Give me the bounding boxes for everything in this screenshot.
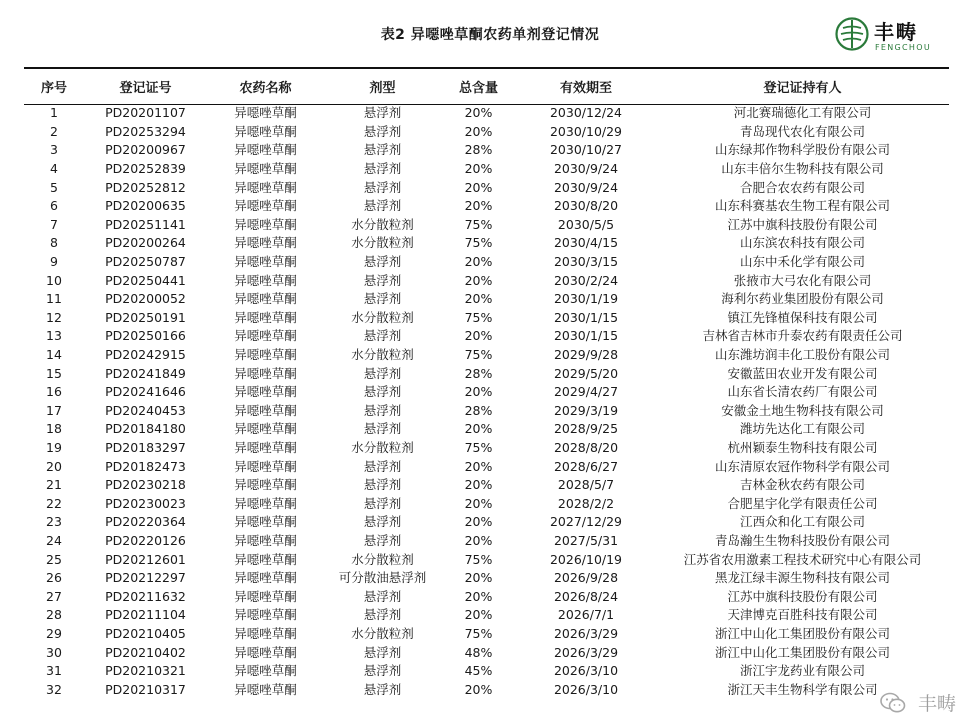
cell-index: 13 [46, 328, 62, 344]
table-row [24, 104, 949, 123]
cell-reg-no: PD20230218 [105, 477, 186, 493]
cell-expiry: 2028/5/7 [557, 477, 615, 493]
cell-reg-no: PD20252839 [105, 161, 186, 177]
cell-pesticide-name: 异噁唑草酮 [234, 291, 297, 307]
cell-index: 21 [46, 477, 62, 493]
cell-content: 20% [464, 477, 493, 493]
cell-reg-no: PD20250166 [105, 328, 186, 344]
cell-reg-no: PD20200052 [105, 291, 186, 307]
cell-expiry: 2027/5/31 [553, 532, 619, 548]
cell-formulation: 悬浮剂 [363, 161, 402, 177]
table-row [24, 234, 949, 253]
cell-index: 7 [50, 216, 58, 232]
cell-index: 28 [46, 607, 62, 623]
cell-content: 75% [464, 235, 493, 251]
cell-reg-no: PD20250787 [105, 254, 186, 270]
cell-content: 28% [464, 142, 493, 158]
table-row [24, 253, 949, 272]
cell-content: 20% [464, 588, 493, 604]
table-row [24, 402, 949, 421]
cell-content: 48% [464, 644, 493, 660]
cell-holder: 山东科赛基农生物工程有限公司 [714, 198, 890, 214]
fengchou-logo-icon [834, 16, 870, 52]
cell-pesticide-name: 异噁唑草酮 [234, 198, 297, 214]
watermark [880, 689, 956, 715]
wechat-icon [880, 692, 906, 714]
col-header-index: 序号 [40, 81, 67, 96]
cell-content: 20% [464, 272, 493, 288]
cell-reg-no: PD20220364 [105, 514, 186, 530]
table-row [24, 625, 949, 644]
cell-formulation: 悬浮剂 [363, 402, 402, 418]
cell-holder: 浙江天丰生物科学有限公司 [727, 681, 878, 697]
cell-content: 28% [464, 365, 493, 381]
cell-reg-no: PD20252812 [105, 179, 186, 195]
cell-content: 20% [464, 105, 493, 121]
cell-pesticide-name: 异噁唑草酮 [234, 458, 297, 474]
table-row [24, 439, 949, 458]
cell-pesticide-name: 异噁唑草酮 [234, 328, 297, 344]
cell-reg-no: PD20230023 [105, 495, 186, 511]
cell-reg-no: PD20241646 [105, 384, 186, 400]
table-row [24, 532, 949, 551]
table-row [24, 680, 949, 699]
table-row [24, 606, 949, 625]
cell-expiry: 2028/2/2 [557, 495, 615, 511]
table-row [24, 513, 949, 532]
cell-index: 18 [46, 421, 62, 437]
cell-reg-no: PD20220126 [105, 532, 186, 548]
cell-holder: 合肥合农农药有限公司 [739, 179, 865, 195]
cell-index: 11 [46, 291, 62, 307]
cell-content: 75% [464, 439, 493, 455]
cell-content: 45% [464, 663, 493, 679]
cell-holder: 山东绿邦作物科学股份有限公司 [714, 142, 890, 158]
table-row [24, 569, 949, 588]
cell-reg-no: PD20242915 [105, 347, 186, 363]
cell-index: 24 [46, 532, 62, 548]
cell-content: 20% [464, 532, 493, 548]
cell-holder: 青岛现代农化有限公司 [739, 123, 865, 139]
page-title: 表2 异噁唑草酮农药单剂登记情况 [380, 27, 600, 43]
table-row [24, 123, 949, 142]
cell-expiry: 2026/7/1 [557, 607, 615, 623]
table-row [24, 550, 949, 569]
cell-pesticide-name: 异噁唑草酮 [234, 477, 297, 493]
table-row [24, 420, 949, 439]
cell-expiry: 2030/9/24 [553, 161, 619, 177]
col-header-holder: 登记证持有人 [763, 81, 842, 96]
cell-expiry: 2026/3/29 [553, 625, 619, 641]
cell-pesticide-name: 异噁唑草酮 [234, 551, 297, 567]
cell-pesticide-name: 异噁唑草酮 [234, 681, 297, 697]
cell-index: 6 [50, 198, 58, 214]
cell-content: 20% [464, 328, 493, 344]
table-header-row [24, 69, 949, 104]
cell-expiry: 2030/4/15 [553, 235, 619, 251]
cell-formulation: 悬浮剂 [363, 328, 402, 344]
cell-index: 32 [46, 681, 62, 697]
cell-holder: 山东丰倍尔生物科技有限公司 [721, 161, 884, 177]
cell-pesticide-name: 异噁唑草酮 [234, 365, 297, 381]
cell-pesticide-name: 异噁唑草酮 [234, 532, 297, 548]
table-row [24, 178, 949, 197]
cell-formulation: 悬浮剂 [363, 384, 402, 400]
table-row [24, 290, 949, 309]
cell-formulation: 水分散粒剂 [351, 439, 414, 455]
cell-content: 20% [464, 123, 493, 139]
cell-content: 20% [464, 681, 493, 697]
cell-formulation: 悬浮剂 [363, 514, 402, 530]
cell-expiry: 2028/8/20 [553, 439, 619, 455]
table-row [24, 587, 949, 606]
cell-expiry: 2030/1/19 [553, 291, 619, 307]
cell-reg-no: PD20200967 [105, 142, 186, 158]
cell-reg-no: PD20240453 [105, 402, 186, 418]
cell-index: 1 [50, 105, 58, 121]
cell-index: 15 [46, 365, 62, 381]
cell-pesticide-name: 异噁唑草酮 [234, 644, 297, 660]
cell-expiry: 2029/5/20 [553, 365, 619, 381]
cell-holder: 青岛瀚生生物科技股份有限公司 [714, 532, 890, 548]
cell-holder: 安徽金土地生物科技有限公司 [721, 402, 884, 418]
col-header-expiry: 有效期至 [559, 81, 612, 96]
cell-reg-no: PD20210317 [105, 681, 186, 697]
table-row [24, 197, 949, 216]
cell-reg-no: PD20251141 [105, 216, 186, 232]
cell-index: 14 [46, 347, 62, 363]
cell-pesticide-name: 异噁唑草酮 [234, 625, 297, 641]
cell-reg-no: PD20182473 [105, 458, 186, 474]
col-header-content: 总含量 [458, 81, 498, 96]
cell-reg-no: PD20211104 [105, 607, 186, 623]
col-header-formulation: 剂型 [369, 81, 396, 96]
cell-formulation: 水分散粒剂 [351, 235, 414, 251]
table-row [24, 643, 949, 662]
table-row [24, 309, 949, 328]
table-row [24, 271, 949, 290]
cell-expiry: 2026/3/10 [553, 681, 619, 697]
cell-index: 5 [50, 179, 58, 195]
cell-formulation: 水分散粒剂 [351, 347, 414, 363]
cell-index: 9 [50, 254, 58, 270]
cell-holder: 镇江先锋植保科技有限公司 [727, 309, 878, 325]
cell-pesticide-name: 异噁唑草酮 [234, 105, 297, 121]
registration-table [24, 69, 949, 699]
cell-holder: 山东滨农科技有限公司 [739, 235, 865, 251]
cell-expiry: 2028/9/25 [553, 421, 619, 437]
cell-content: 20% [464, 570, 493, 586]
cell-pesticide-name: 异噁唑草酮 [234, 272, 297, 288]
cell-reg-no: PD20250191 [105, 309, 186, 325]
cell-formulation: 悬浮剂 [363, 105, 402, 121]
cell-reg-no: PD20200635 [105, 198, 186, 214]
cell-pesticide-name: 异噁唑草酮 [234, 216, 297, 232]
cell-pesticide-name: 异噁唑草酮 [234, 439, 297, 455]
cell-formulation: 悬浮剂 [363, 681, 402, 697]
cell-expiry: 2029/4/27 [553, 384, 619, 400]
cell-index: 30 [46, 644, 62, 660]
cell-expiry: 2030/10/29 [549, 123, 623, 139]
table-row [24, 476, 949, 495]
cell-formulation: 悬浮剂 [363, 477, 402, 493]
cell-formulation: 悬浮剂 [363, 495, 402, 511]
cell-index: 8 [50, 235, 58, 251]
col-header-reg-no: 登记证号 [119, 81, 172, 96]
cell-holder: 江西众和化工有限公司 [739, 514, 865, 530]
watermark-text: 丰畴 [917, 693, 956, 715]
cell-index: 31 [46, 663, 62, 679]
table-row [24, 494, 949, 513]
cell-index: 12 [46, 309, 62, 325]
cell-pesticide-name: 异噁唑草酮 [234, 607, 297, 623]
cell-holder: 吉林金秋农药有限公司 [739, 477, 865, 493]
cell-pesticide-name: 异噁唑草酮 [234, 161, 297, 177]
cell-holder: 浙江中山化工集团股份有限公司 [714, 625, 890, 641]
cell-reg-no: PD20212297 [105, 570, 186, 586]
cell-pesticide-name: 异噁唑草酮 [234, 421, 297, 437]
cell-index: 4 [50, 161, 58, 177]
cell-content: 75% [464, 309, 493, 325]
cell-expiry: 2030/2/24 [553, 272, 619, 288]
cell-holder: 山东清原农冠作物科学有限公司 [714, 458, 890, 474]
cell-content: 20% [464, 291, 493, 307]
brand-name-en: FENGCHOU [875, 43, 931, 52]
cell-reg-no: PD20241849 [105, 365, 186, 381]
cell-content: 20% [464, 179, 493, 195]
table-row [24, 662, 949, 681]
cell-content: 20% [464, 254, 493, 270]
cell-pesticide-name: 异噁唑草酮 [234, 179, 297, 195]
cell-content: 20% [464, 514, 493, 530]
cell-holder: 天津博克百胜科技有限公司 [727, 607, 878, 623]
cell-reg-no: PD20201107 [105, 105, 186, 121]
table-body [24, 104, 949, 699]
cell-expiry: 2030/10/27 [549, 142, 623, 158]
table-row [24, 457, 949, 476]
cell-holder: 海利尔药业集团股份有限公司 [721, 291, 884, 307]
table-row [24, 364, 949, 383]
cell-index: 10 [46, 272, 62, 288]
cell-pesticide-name: 异噁唑草酮 [234, 570, 297, 586]
cell-expiry: 2030/1/15 [553, 309, 619, 325]
cell-expiry: 2030/3/15 [553, 254, 619, 270]
cell-holder: 杭州颖泰生物科技有限公司 [727, 439, 878, 455]
cell-index: 20 [46, 458, 62, 474]
cell-expiry: 2030/9/24 [553, 179, 619, 195]
cell-formulation: 悬浮剂 [363, 254, 402, 270]
cell-index: 2 [50, 123, 58, 139]
cell-formulation: 悬浮剂 [363, 421, 402, 437]
cell-expiry: 2029/3/19 [553, 402, 619, 418]
cell-reg-no: PD20211632 [105, 588, 186, 604]
cell-holder: 江苏省农用激素工程技术研究中心有限公司 [683, 551, 922, 567]
cell-holder: 吉林省吉林市升泰农药有限责任公司 [702, 328, 903, 344]
cell-formulation: 悬浮剂 [363, 291, 402, 307]
cell-formulation: 可分散油悬浮剂 [338, 570, 427, 586]
cell-pesticide-name: 异噁唑草酮 [234, 309, 297, 325]
cell-index: 25 [46, 551, 62, 567]
cell-reg-no: PD20253294 [105, 123, 186, 139]
brand-logo [834, 14, 954, 58]
cell-index: 26 [46, 570, 62, 586]
cell-formulation: 悬浮剂 [363, 365, 402, 381]
cell-pesticide-name: 异噁唑草酮 [234, 495, 297, 511]
cell-holder: 河北赛瑞德化工有限公司 [733, 105, 872, 121]
table-row [24, 327, 949, 346]
cell-formulation: 悬浮剂 [363, 198, 402, 214]
cell-expiry: 2030/12/24 [549, 105, 623, 121]
cell-pesticide-name: 异噁唑草酮 [234, 254, 297, 270]
table-row [24, 346, 949, 365]
cell-expiry: 2030/1/15 [553, 328, 619, 344]
cell-holder: 浙江宇龙药业有限公司 [739, 663, 865, 679]
cell-content: 20% [464, 458, 493, 474]
cell-formulation: 悬浮剂 [363, 532, 402, 548]
cell-holder: 安徽蓝田农业开发有限公司 [727, 365, 878, 381]
cell-formulation: 水分散粒剂 [351, 625, 414, 641]
cell-expiry: 2026/3/29 [553, 644, 619, 660]
cell-formulation: 水分散粒剂 [351, 309, 414, 325]
table-row [24, 160, 949, 179]
cell-index: 19 [46, 439, 62, 455]
cell-index: 17 [46, 402, 62, 418]
cell-content: 75% [464, 347, 493, 363]
cell-index: 22 [46, 495, 62, 511]
cell-expiry: 2027/12/29 [549, 514, 623, 530]
cell-holder: 张掖市大弓农化有限公司 [733, 272, 872, 288]
cell-formulation: 悬浮剂 [363, 458, 402, 474]
cell-holder: 山东潍坊润丰化工股份有限公司 [714, 347, 890, 363]
col-header-pesticide-name: 农药名称 [239, 81, 292, 96]
cell-reg-no: PD20184180 [105, 421, 186, 437]
table-row [24, 141, 949, 160]
cell-pesticide-name: 异噁唑草酮 [234, 402, 297, 418]
cell-pesticide-name: 异噁唑草酮 [234, 384, 297, 400]
cell-content: 28% [464, 402, 493, 418]
cell-reg-no: PD20210405 [105, 625, 186, 641]
cell-content: 20% [464, 495, 493, 511]
cell-index: 23 [46, 514, 62, 530]
cell-index: 16 [46, 384, 62, 400]
cell-reg-no: PD20183297 [105, 439, 186, 455]
cell-holder: 浙江中山化工集团股份有限公司 [714, 644, 890, 660]
cell-content: 75% [464, 216, 493, 232]
cell-reg-no: PD20210402 [105, 644, 186, 660]
cell-reg-no: PD20200264 [105, 235, 186, 251]
cell-expiry: 2030/5/5 [557, 216, 615, 232]
cell-content: 20% [464, 421, 493, 437]
cell-expiry: 2029/9/28 [553, 347, 619, 363]
cell-pesticide-name: 异噁唑草酮 [234, 235, 297, 251]
cell-formulation: 悬浮剂 [363, 607, 402, 623]
cell-expiry: 2026/9/28 [553, 570, 619, 586]
cell-holder: 山东省长清农药厂有限公司 [727, 384, 878, 400]
cell-formulation: 悬浮剂 [363, 663, 402, 679]
cell-formulation: 悬浮剂 [363, 272, 402, 288]
cell-pesticide-name: 异噁唑草酮 [234, 588, 297, 604]
cell-reg-no: PD20212601 [105, 551, 186, 567]
cell-content: 75% [464, 625, 493, 641]
cell-formulation: 水分散粒剂 [351, 551, 414, 567]
cell-reg-no: PD20250441 [105, 272, 186, 288]
cell-holder: 合肥星宇化学有限责任公司 [727, 495, 878, 511]
cell-formulation: 水分散粒剂 [351, 216, 414, 232]
cell-content: 75% [464, 551, 493, 567]
cell-pesticide-name: 异噁唑草酮 [234, 123, 297, 139]
cell-formulation: 悬浮剂 [363, 123, 402, 139]
cell-index: 29 [46, 625, 62, 641]
cell-formulation: 悬浮剂 [363, 142, 402, 158]
cell-pesticide-name: 异噁唑草酮 [234, 347, 297, 363]
cell-holder: 黑龙江绿丰源生物科技有限公司 [714, 570, 890, 586]
cell-content: 20% [464, 198, 493, 214]
cell-formulation: 悬浮剂 [363, 179, 402, 195]
cell-pesticide-name: 异噁唑草酮 [234, 663, 297, 679]
cell-expiry: 2026/8/24 [553, 588, 619, 604]
cell-reg-no: PD20210321 [105, 663, 186, 679]
cell-holder: 江苏中旗科技股份有限公司 [727, 216, 878, 232]
brand-name-cn: 丰畴 [874, 20, 918, 44]
cell-holder: 潍坊先达化工有限公司 [739, 421, 865, 437]
cell-holder: 江苏中旗科技股份有限公司 [727, 588, 878, 604]
cell-expiry: 2030/8/20 [553, 198, 619, 214]
cell-holder: 山东中禾化学有限公司 [739, 254, 865, 270]
table-row [24, 216, 949, 235]
cell-expiry: 2026/3/10 [553, 663, 619, 679]
cell-content: 20% [464, 384, 493, 400]
cell-index: 27 [46, 588, 62, 604]
cell-formulation: 悬浮剂 [363, 644, 402, 660]
cell-pesticide-name: 异噁唑草酮 [234, 514, 297, 530]
cell-expiry: 2026/10/19 [549, 551, 623, 567]
cell-index: 3 [50, 142, 58, 158]
table-row [24, 383, 949, 402]
cell-formulation: 悬浮剂 [363, 588, 402, 604]
cell-content: 20% [464, 161, 493, 177]
cell-expiry: 2028/6/27 [553, 458, 619, 474]
cell-pesticide-name: 异噁唑草酮 [234, 142, 297, 158]
cell-content: 20% [464, 607, 493, 623]
